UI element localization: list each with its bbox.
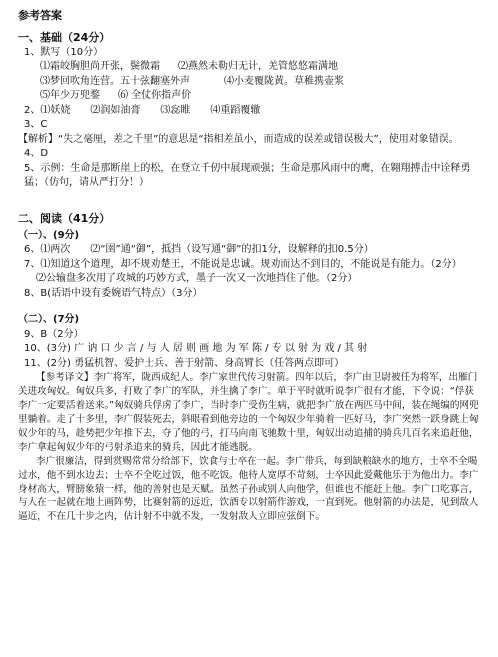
q1-item: ⑷小麦覆陇黄。草稚携壶浆	[224, 75, 344, 87]
q1-title: 1、默写（10分）	[24, 46, 104, 58]
q11-answer: 11、(2分) 勇猛机智、爱护士兵、善于射箭、身高臂长（任答两点即可）	[24, 357, 345, 369]
q2-answer: 2、⑴妖娆 ⑵润如油膏 ⑶惢睢 ⑷重蹈覆辙	[24, 104, 261, 116]
q1-row	[40, 60, 480, 75]
translation-paragraph-1: 【参考译文】李广将军，陇西成纪人。李广家世代传习射箭。四年以后，李广由卫尉被任为将军，出雁门关进攻匈奴。匈奴兵多，打败了李广的军队，并生擒了李广。单于平时就听说李广很有才能，下令说：“俘获李广一定要活着送来。”匈奴骑兵俘虏了李广，当时李广受伤生病，就把李广放在两匹马中间，装在绳编的网兜里躺着。走了十多里，李广假装死去，斜眼看到他旁边的一个匈奴少年骑着一匹好马，李广突然一跃身跳上匈奴少年的马，趁势把少年推下去，夺了他的弓，打马向南飞驰数十里，匈奴出动追捕的骑兵几百名来追赶他，李广拿起匈奴少年的弓射杀追来的骑兵，因此才能逃脱。	[18, 372, 479, 453]
q1-lines	[18, 60, 480, 104]
part2-sub2: （二）、(7分)	[18, 314, 80, 326]
q1-item: ⑵燕然未勒归无计，羌管悠悠霜满地	[178, 61, 338, 73]
q1-item: ⑹ 全仗你指声价	[118, 90, 192, 102]
part2-sub1: （一）、(9分)	[18, 229, 80, 241]
q1-item: ⑴霜皎胸胆尚开张，鬓微霜	[40, 61, 160, 73]
q4-answer: 4、D	[24, 148, 49, 160]
q1-item: ⑸年少万兜鍪	[40, 90, 100, 102]
q7b-answer: ⑵公输盘多次用了攻城的巧妙方式，墨子一次又一次地挡住了他。（2分）	[36, 273, 358, 285]
q10-answer: 10、(3分) 广 讷 口 少 言 / 与 人 居 则 画 地 为 军 陈 / 专 以 射 为 戏 / 其 射	[24, 343, 368, 355]
part2-title: 二、阅读（41分）	[18, 211, 111, 225]
q1-row	[40, 75, 480, 90]
q5-answer: 5、示例：生命是那断崖上的松，在登立千仞中展现顽强；生命是那风雨中的鹰，在翱翔搏击中诠释勇猛；（仿句，请从严打分！）	[24, 162, 471, 189]
q1-row	[40, 89, 480, 104]
q7a-answer: 7、⑴知道这个道理，却不规劝楚王，不能说是忠诚。规劝而达不到目的，不能说是有能力。（2分）	[24, 258, 462, 270]
q9-answer: 9、B（2分）	[24, 328, 84, 340]
q4-analysis: 【解析】“失之毫厘，差之千里”的意思是“指相差虽小，而造成的误差或错误极大”，使用对象错误。	[18, 133, 459, 145]
page-title: 参考答案	[18, 9, 62, 22]
q1-item: ⑶梦回吹角连营。五十弦翻塞外声	[40, 75, 190, 87]
q3-answer: 3、C	[24, 119, 48, 131]
part1-title: 一、基础（24分）	[18, 30, 111, 44]
translation-paragraph-2: 李广很廉洁，得到赏赐常常分给部下，饮食与士卒在一起。李广带兵，每到缺粮缺水的地方，士卒不全喝过水，他不到水边去；士卒不全吃过饭，他不吃饭。他待人宽厚不苛刻，士卒因此爱戴他乐于为他出力。李广身材高大，臂膀象猿一样，他的善射也是天赋。虽然子孙或别人向他学，但谁也不能赶上他。李广口吃寡言，与人在一起就在地上画阵势，比赛射箭的远近，饮酒专以射箭作游戏，一直到死。他射箭的办法是，见到敌人逼近，不在几十步之内，估计射不中就不发，一发射敌人立即应弦倒下。	[18, 455, 479, 523]
q8-answer: 8、B(话语中设有委婉语气特点）（3分）	[24, 287, 203, 299]
q6-answer: 6、⑴两次 ⑵“圉”通“御”，抵挡（设写通“御”的扣1分，设解释的扣0.5分）	[24, 244, 374, 256]
